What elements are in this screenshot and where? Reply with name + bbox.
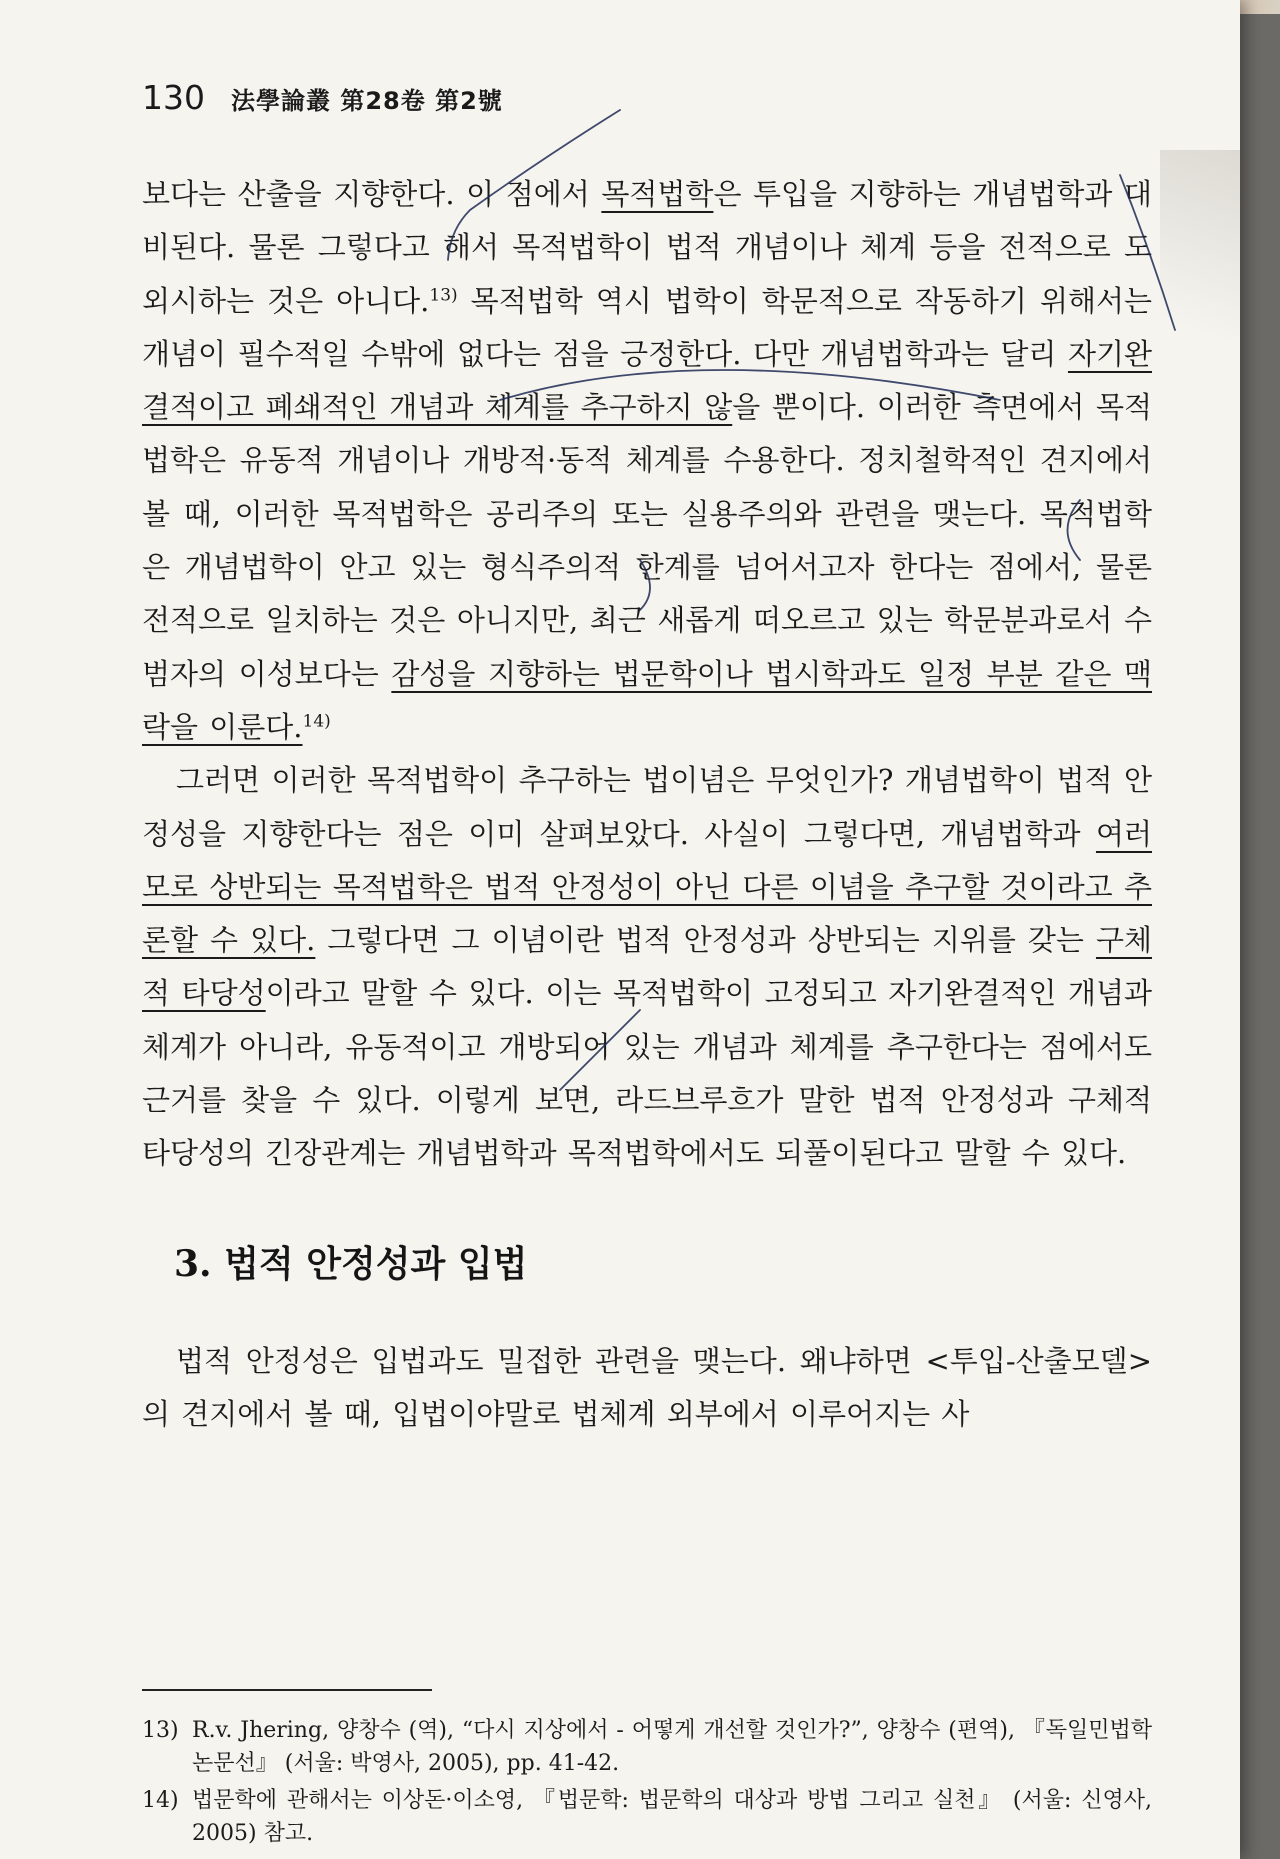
running-header <box>142 78 503 117</box>
paragraph: 법적 안정성은 입법과도 밀접한 관련을 맺는다. 왜냐하면 <투입-산출모델>의 견지에서 볼 때, 입법이야말로 법체계 외부에서 이루어지는 사 <box>142 1343 1152 1431</box>
page-curl <box>1160 150 1240 450</box>
underlined-text: 구체적 타당성 <box>142 923 1152 1011</box>
footnote-separator <box>142 1689 432 1691</box>
page-number: 130 <box>142 78 205 117</box>
journal-title: 法學論叢 第28卷 第2號 <box>231 87 503 115</box>
text-run: 그러면 이러한 목적법학이 추구하는 법이념은 무엇인가? 개념법학이 법적 안정성을 지향한다는 점은 이미 살펴보았다. 사실이 그렇다면, 개념법학과 <box>142 763 1152 851</box>
underlined-text: 목적법학 <box>601 177 714 211</box>
footnote-number: 13) <box>142 1718 179 1743</box>
underlined-text: 여러 모로 상반되는 목적법학은 법적 안정성이 아닌 다른 이념을 추구할 것이라고 추론할 수 있다. <box>142 816 1152 958</box>
footnote-text: 법문학에 관해서는 이상돈·이소영, 『법문학: 법문학의 대상과 방법 그리고 실천』 (서울: 신영사, 2005) 참고. <box>192 1788 1152 1846</box>
text-run: 은 투입을 지향하는 개념법학과 대비된다. 물론 그렇다고 해서 목적법학이 법적 개념이나 체계 등을 전적으로 도외시하는 것은 아니다. <box>142 177 1152 318</box>
footnote-number: 14) <box>142 1788 179 1813</box>
text-run: 그렇다면 그 이념이란 법적 안정성과 상반되는 지위를 갖는 <box>315 923 1096 958</box>
section-heading: 3. 법적 안정성과 입법 <box>174 1242 528 1285</box>
paragraph <box>142 168 1152 754</box>
paragraph <box>142 754 1152 1180</box>
underlined-text: 감성을 지향하는 법문학이나 법시학과도 일정 부분 같은 맥락을 이룬다. <box>142 656 1152 744</box>
footnote <box>142 1714 1152 1780</box>
text-run: 보다는 산출을 지향한다. 이 점에서 <box>142 177 602 211</box>
footnotes <box>142 1714 1152 1854</box>
footnote-text: R.v. Jhering, 양창수 (역), “다시 지상에서 - 어떻게 개선할 것인가?”, 양창수 (편역), 『독일민법학논문선』 (서울: 박영사, 2005), pp. 41-42. <box>192 1718 1152 1776</box>
text-run: 이라고 말할 수 있다. 이는 목적법학이 고정되고 자기완결적인 개념과 체계가 아니라, 유동적이고 개방되어 있는 개념과 체계를 추구한다는 점에서도 근거를 찾을 수 있다. 이렇게 보면, 라드브루흐가 말한 법적 안정성과 구체적 타당성의 긴장관계는 개념법학과 목적법학에서도 되풀이된다고 말할 수 있다. <box>142 976 1152 1171</box>
footnote-ref: 13) <box>429 284 458 305</box>
body-text <box>142 168 1152 1441</box>
text-run: 목적법학 역시 법학이 학문적으로 작동하기 위해서는 개념이 필수적일 수밖에 없다는 점을 긍정한다. 다만 개념법학과는 달리 <box>142 283 1153 371</box>
footnote <box>142 1784 1152 1850</box>
text-run: 을 뿐이다. 이러한 측면에서 목적법학은 유동적 개념이나 개방적·동적 체계를 수용한다. 정치철학적인 견지에서 볼 때, 이러한 목적법학은 공리주의 또는 실용주의와 관련을 맺는다. 목적법학은 개념법학이 안고 있는 형식주의적 한계를 넘어서고자 한다는 점에서, 물론 전적으로 일치하는 것은 아니지만, 최근 새롭게 떠오르고 있는 학문분과로서 수범자의 이성보다는 <box>142 390 1153 691</box>
underlined-text: 자기완결적이고 폐쇄적인 개념과 체계를 추구하지 않 <box>142 336 1152 425</box>
footnote-ref: 14) <box>302 711 331 732</box>
